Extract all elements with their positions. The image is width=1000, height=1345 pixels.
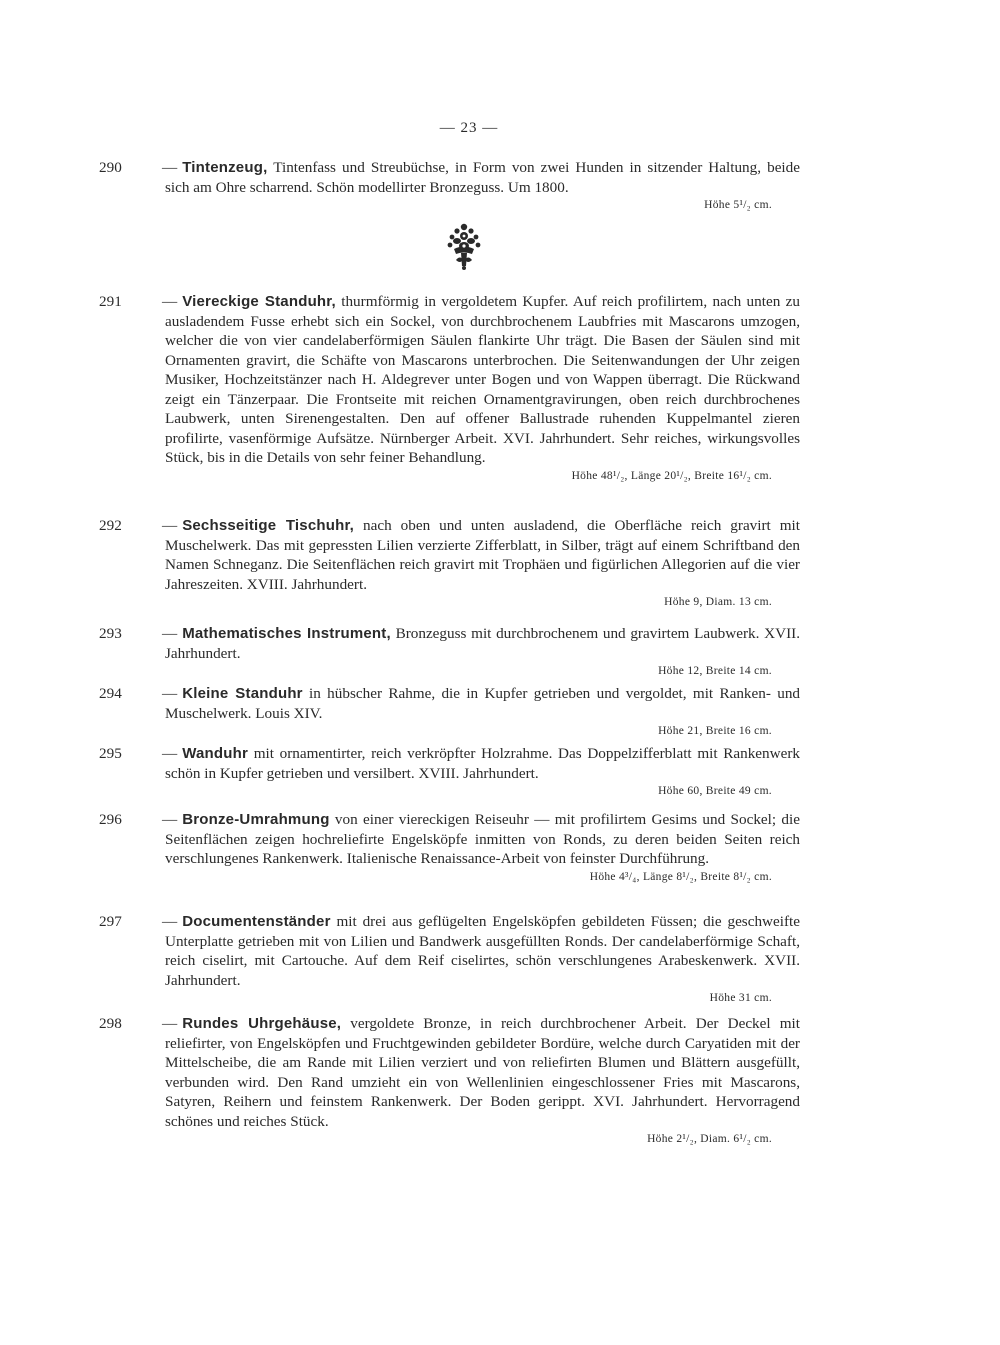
entry-number: 291 xyxy=(99,293,122,310)
entry-dash: — xyxy=(162,1015,178,1032)
entry-number: 294 xyxy=(99,685,122,702)
entry-description: mit ornamentirter, reich verkröpfter Holzrahme. Das Doppelzifferblatt mit Rankenwerk schön in Kupfer getrieben und versilbert. XVIII. Jahrhundert. xyxy=(165,745,800,782)
entry-number: 290 xyxy=(99,159,122,176)
entry-dash: — xyxy=(162,745,178,762)
catalog-entry-294 xyxy=(99,684,801,739)
entry-dimensions: Höhe 48¹/₂, Länge 20¹/₂, Breite 16¹/₂ cm. xyxy=(571,469,772,482)
entry-description: in hübscher Rahme, die in Kupfer getrieben und vergoldet, mit Ranken- und Muschelwerk. Louis XIV. xyxy=(165,685,801,722)
entry-description: thurmförmig in vergoldetem Kupfer. Auf reich profilirtem, nach unten zu ausladendem Fusse erhebt sich ein Sockel, von durchbrochenem Laubfries mit Mascarons umzogen, welcher die von vier candelaberförmigen Säulen flankirte Uhr trägt. Die Basen der Säulen sind mit Ornamenten gravirt, die Schäfte von Mascarons unterbrochen. Die Seitenwandungen der Uhr zeigen Musiker, Hochzeitstänzer nach H. Aldegrever unter Bogen und von Wappen überragt. Die Rückwand zeigt ein Tänzerpaar. Die Frontseite mit reichen Ornamentgravirungen, oben reich durchbrochenes Laubwerk, unten Sirenengestalten. Den auf offener Ballustrade ruhenden Kuppelmantel zieren profilirte, vasenförmige Aufsätze. Nürnberger Arbeit. XVI. Jahrhundert. Sehr reiches, wirkungsvolles Stück, bis in die Details von sehr feiner Behandlung. xyxy=(165,293,800,466)
entry-number: 296 xyxy=(99,811,122,828)
entry-text xyxy=(99,810,800,869)
entry-dimensions: Höhe 9, Diam. 13 cm. xyxy=(664,596,772,608)
entry-dimensions: Höhe 4³/₄, Länge 8¹/₂, Breite 8¹/₂ cm. xyxy=(589,870,772,883)
entry-description: nach oben und unten ausladend, die Oberfläche reich gravirt mit Muschelwerk. Das mit gepressten Lilien verzierte Zifferblatt, in Silber, trägt auf einem Schriftband den Namen Schneganz. Die Seitenflächen reich gravirt mit Trophäen und figürlichen Allegorien auf die vier Jahreszeiten. XVIII. Jahrhundert. xyxy=(165,517,800,593)
entry-dash: — xyxy=(162,811,178,828)
entry-title: Kleine Standuhr xyxy=(182,685,303,702)
entry-title: Mathematisches Instrument, xyxy=(182,625,391,642)
catalog-entry-297 xyxy=(99,912,800,1006)
catalog-entry-290 xyxy=(99,158,800,213)
catalog-entry-292 xyxy=(99,516,800,610)
entry-description: Tintenfass und Streubüchse, in Form von zwei Hunden in sitzender Haltung, beide sich am Ohre scharrend. Schön modellirter Bronzeguss. Um 1800. xyxy=(165,159,800,196)
entry-dash: — xyxy=(162,625,178,642)
entry-text xyxy=(99,684,801,723)
entry-dash: — xyxy=(162,913,178,930)
entry-dimensions: Höhe 60, Breite 49 cm. xyxy=(658,785,772,797)
entry-dimensions: Höhe 5¹/₂ cm. xyxy=(704,199,772,211)
entry-dimensions: Höhe 31 cm. xyxy=(709,992,772,1004)
entry-text xyxy=(99,624,800,663)
entry-description: von einer viereckigen Reiseuhr — mit profilirtem Gesims und Sockel; die Seitenflächen zeigen hochreliefirte Engelsköpfe inmitten von Ronds, zu deren beiden Seiten reich verschlungenes Rankenwerk. Italienische Renaissance-Arbeit von feinster Durchführung. xyxy=(165,811,800,867)
entry-dash: — xyxy=(162,685,178,702)
entry-dimensions: Höhe 21, Breite 16 cm. xyxy=(658,725,772,737)
entry-dash: — xyxy=(162,293,178,310)
entry-text xyxy=(99,1014,800,1131)
entry-dimensions: Höhe 12, Breite 14 cm. xyxy=(658,665,772,677)
entry-text xyxy=(99,158,800,197)
entry-title: Rundes Uhrgehäuse, xyxy=(182,1015,342,1032)
entry-description: Bronzeguss mit durchbrochenem und gravirtem Laubwerk. XVII. Jahrhundert. xyxy=(165,625,800,662)
entry-text xyxy=(99,744,800,783)
entry-text xyxy=(99,912,800,990)
entry-title: Tintenzeug, xyxy=(182,159,268,176)
page-number: — 23 — xyxy=(439,120,499,136)
catalog-entry-295 xyxy=(99,744,800,799)
entry-title: Wanduhr xyxy=(182,745,249,762)
catalog-entry-298 xyxy=(99,1014,800,1147)
catalog-entry-293 xyxy=(99,624,800,679)
entry-title: Sechsseitige Tischuhr, xyxy=(182,517,355,534)
entry-text xyxy=(99,292,800,468)
entry-number: 295 xyxy=(99,745,122,762)
entry-number: 292 xyxy=(99,517,122,534)
entry-number: 298 xyxy=(99,1015,122,1032)
entry-number: 297 xyxy=(99,913,122,930)
catalog-entry-291 xyxy=(99,292,800,484)
entry-text xyxy=(99,516,800,594)
entry-description: mit drei aus geflügelten Engelsköpfen gebildeten Füssen; die geschweifte Unterplatte getrieben mit von Lilien und Bandwerk ausgefüllten Ronds. Der candelaberförmige Schaft, reich ciselirt, mit Cartouche. Auf dem Reif ciselirtes, schön verschlungenes Arabeskenwerk. XVII. Jahrhundert. xyxy=(165,913,800,989)
entry-dash: — xyxy=(162,517,178,534)
entry-dimensions: Höhe 2¹/₂, Diam. 6¹/₂ cm. xyxy=(647,1133,772,1145)
entry-title: Viereckige Standuhr, xyxy=(182,293,336,310)
entry-dash: — xyxy=(162,159,178,176)
entry-title: Documentenständer xyxy=(182,913,331,930)
catalog-entry-296 xyxy=(99,810,800,885)
fleuron-ornament-icon xyxy=(444,222,484,270)
entry-number: 293 xyxy=(99,625,122,642)
entry-description: vergoldete Bronze, in reich durchbrochener Arbeit. Der Deckel mit reliefirter, von Engelsköpfen und Fruchtgewinden gebildeter Bordüre, welche durch Caryatiden mit der Mittelscheibe, die am Rande mit Lilien verziert und von reliefirten Blumen und Blättern ausgefüllt, verbunden wird. Den Rand umzieht ein von Wellenlinien eingeschlossener Fries mit Mascarons, Satyren, Reihern und feinstem Rankenwerk. Der Boden gerippt. XVI. Jahrhundert. Hervorragend schönes und reiches Stück. xyxy=(165,1015,800,1130)
entry-title: Bronze-Umrahmung xyxy=(182,811,330,828)
